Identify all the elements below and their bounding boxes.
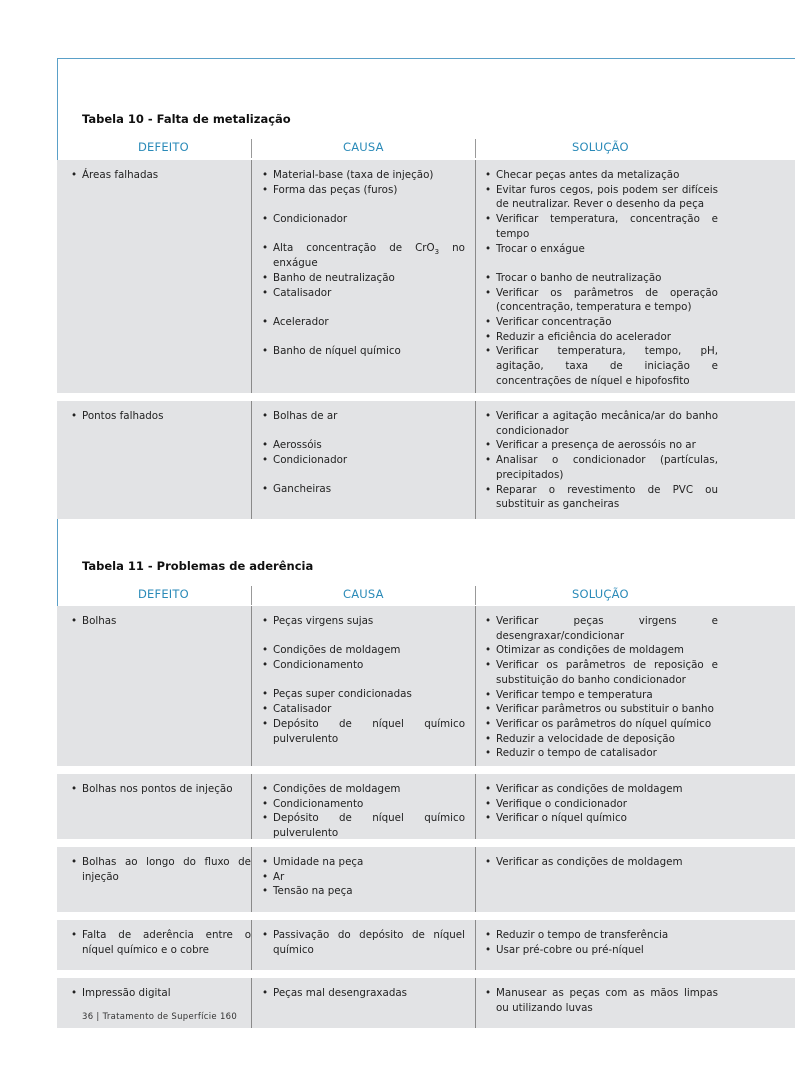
solucao-item: • Reparar o revestimento de PVC ou substituir as gancheiras xyxy=(485,483,718,512)
solucao-item: • Verificar peças virgens e desengraxar/condicionar xyxy=(485,614,718,643)
cell-defeito xyxy=(71,614,251,629)
defeito-item: • Bolhas ao longo do fluxo de injeção xyxy=(71,855,251,884)
solucao-item: • Reduzir a velocidade de deposição xyxy=(485,732,718,747)
column-divider xyxy=(251,920,252,970)
solucao-item: • Verificar a agitação mecânica/ar do banho condicionador xyxy=(485,409,718,438)
cell-solucao xyxy=(485,168,718,389)
table-10-header xyxy=(57,137,795,161)
causa-item: • Bolhas de ar xyxy=(262,409,465,424)
header-divider xyxy=(475,139,476,158)
column-divider xyxy=(251,847,252,912)
solucao-item: • Usar pré-cobre ou pré-níquel xyxy=(485,943,718,958)
solucao-item: • Verificar temperatura, tempo, pH, agitação, taxa de iniciação e concentrações de níquel e hipofosfito xyxy=(485,344,718,388)
cell-solucao xyxy=(485,928,718,957)
cell-causa xyxy=(262,855,465,899)
header-causa: CAUSA xyxy=(343,587,384,601)
header-causa: CAUSA xyxy=(343,140,384,154)
column-divider xyxy=(475,401,476,519)
column-divider xyxy=(475,160,476,393)
solucao-item: • Verifique o condicionador xyxy=(485,797,718,812)
row-gap xyxy=(57,393,795,401)
cell-causa xyxy=(262,614,465,746)
header-defeito: DEFEITO xyxy=(138,587,189,601)
solucao-item: • Verificar a presença de aerossóis no ar xyxy=(485,438,718,453)
cell-solucao xyxy=(485,782,718,826)
causa-item: • Condicionamento xyxy=(262,797,465,812)
causa-item: • Gancheiras xyxy=(262,482,465,497)
causa-item: • Umidade na peça xyxy=(262,855,465,870)
column-divider xyxy=(251,160,252,393)
column-divider xyxy=(475,774,476,839)
defeito-item: • Falta de aderência entre o níquel químico e o cobre xyxy=(71,928,251,957)
table-row xyxy=(57,774,795,839)
causa-item: • Forma das peças (furos) xyxy=(262,183,465,198)
solucao-item: • Trocar o banho de neutralização xyxy=(485,271,718,286)
table-row xyxy=(57,920,795,970)
causa-item: • Condições de moldagem xyxy=(262,643,465,658)
cell-causa xyxy=(262,168,465,359)
column-divider xyxy=(251,606,252,766)
cell-solucao xyxy=(485,855,718,870)
cell-defeito xyxy=(71,986,251,1001)
causa-item: • Passivação do depósito de níquel químico xyxy=(262,928,465,957)
header-defeito: DEFEITO xyxy=(138,140,189,154)
solucao-item: • Verificar os parâmetros do níquel químico xyxy=(485,717,718,732)
page-footer: 36 | Tratamento de Superfície 160 xyxy=(82,1012,238,1022)
column-divider xyxy=(251,774,252,839)
causa-item: • Catalisador xyxy=(262,702,465,717)
causa-item: • Catalisador xyxy=(262,286,465,301)
table-row xyxy=(57,606,795,766)
causa-item: • Acelerador xyxy=(262,315,465,330)
defeito-item: • Bolhas xyxy=(71,614,251,629)
solucao-item: • Verificar as condições de moldagem xyxy=(485,782,718,797)
causa-item: • Ar xyxy=(262,870,465,885)
causa-item: • Peças virgens sujas xyxy=(262,614,465,629)
causa-item: • Condicionador xyxy=(262,453,465,468)
solucao-item: • Reduzir o tempo de transferência xyxy=(485,928,718,943)
row-gap xyxy=(57,766,795,774)
column-divider xyxy=(475,606,476,766)
defeito-item: • Impressão digital xyxy=(71,986,251,1001)
solucao-item: • Verificar os parâmetros de reposição e substituição do banho condicionador xyxy=(485,658,718,687)
defeito-item: • Áreas falhadas xyxy=(71,168,251,183)
cell-solucao xyxy=(485,614,718,761)
column-divider xyxy=(251,978,252,1028)
cell-defeito xyxy=(71,168,251,183)
cell-solucao xyxy=(485,986,718,1015)
solucao-item: • Verificar o níquel químico xyxy=(485,811,718,826)
table-10-title: Tabela 10 - Falta de metalização xyxy=(82,112,291,126)
row-gap xyxy=(57,912,795,920)
cell-defeito xyxy=(71,409,251,424)
causa-item: • Condicionamento xyxy=(262,658,465,673)
cell-causa xyxy=(262,986,465,1001)
causa-item: • Tensão na peça xyxy=(262,884,465,899)
table-row xyxy=(57,847,795,912)
header-solucao: SOLUÇÃO xyxy=(572,140,629,154)
header-divider xyxy=(475,586,476,605)
solucao-item: • Reduzir o tempo de catalisador xyxy=(485,746,718,761)
causa-item: • Aerossóis xyxy=(262,438,465,453)
cell-causa xyxy=(262,928,465,957)
causa-item: • Peças mal desengraxadas xyxy=(262,986,465,1001)
solucao-item: • Analisar o condicionador (partículas, precipitados) xyxy=(485,453,718,482)
causa-item: • Condicionador xyxy=(262,212,465,227)
cell-defeito xyxy=(71,928,251,957)
table-row xyxy=(57,160,795,393)
causa-item: • Banho de níquel químico xyxy=(262,344,465,359)
solucao-item: • Verificar temperatura, concentração e tempo xyxy=(485,212,718,241)
row-gap xyxy=(57,970,795,978)
table-11-title: Tabela 11 - Problemas de aderência xyxy=(82,559,314,573)
solucao-item: • Verificar parâmetros ou substituir o banho xyxy=(485,702,718,717)
solucao-item: • Manusear as peças com as mãos limpas ou utilizando luvas xyxy=(485,986,718,1015)
causa-item: • Banho de neutralização xyxy=(262,271,465,286)
solucao-item: • Verificar os parâmetros de operação (concentração, temperatura e tempo) xyxy=(485,286,718,315)
cell-defeito xyxy=(71,855,251,884)
header-divider xyxy=(251,139,252,158)
cell-causa xyxy=(262,782,465,841)
causa-item: • Alta concentração de CrO$_3$ no enxágue xyxy=(262,241,465,270)
table-11-header xyxy=(57,584,795,608)
solucao-item: • Verificar as condições de moldagem xyxy=(485,855,718,870)
cell-defeito xyxy=(71,782,251,797)
causa-item: • Material-base (taxa de injeção) xyxy=(262,168,465,183)
header-solucao: SOLUÇÃO xyxy=(572,587,629,601)
causa-item: • Depósito de níquel químico pulverulento xyxy=(262,811,465,840)
table-row xyxy=(57,401,795,519)
defeito-item: • Pontos falhados xyxy=(71,409,251,424)
solucao-item: • Otimizar as condições de moldagem xyxy=(485,643,718,658)
column-divider xyxy=(475,978,476,1028)
solucao-item: • Trocar o enxágue xyxy=(485,242,718,257)
defeito-item: • Bolhas nos pontos de injeção xyxy=(71,782,251,797)
solucao-item: • Checar peças antes da metalização xyxy=(485,168,718,183)
solucao-item: • Verificar concentração xyxy=(485,315,718,330)
solucao-item: • Verificar tempo e temperatura xyxy=(485,688,718,703)
column-divider xyxy=(475,847,476,912)
column-divider xyxy=(251,401,252,519)
solucao-item: • Evitar furos cegos, pois podem ser difíceis de neutralizar. Rever o desenho da peça xyxy=(485,183,718,212)
causa-item: • Depósito de níquel químico pulverulento xyxy=(262,717,465,746)
column-divider xyxy=(475,920,476,970)
causa-item: • Peças super condicionadas xyxy=(262,687,465,702)
cell-causa xyxy=(262,409,465,497)
table-10-body xyxy=(57,160,795,519)
table-11-body xyxy=(57,606,795,1028)
cell-solucao xyxy=(485,409,718,512)
causa-item: • Condições de moldagem xyxy=(262,782,465,797)
header-divider xyxy=(251,586,252,605)
solucao-item: • Reduzir a eficiência do acelerador xyxy=(485,330,718,345)
